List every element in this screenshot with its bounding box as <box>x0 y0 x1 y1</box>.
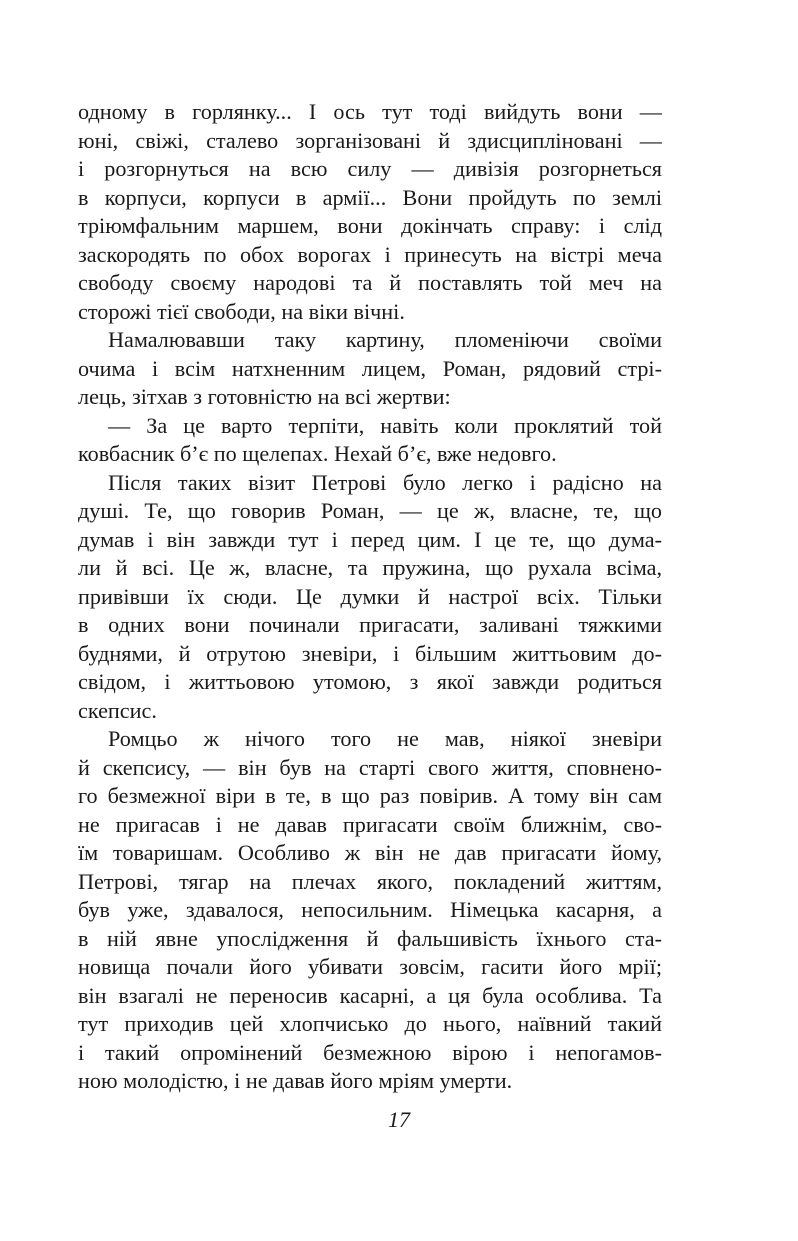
text-line: тут приходив цей хлопчисько до нього, наївний такий <box>78 1011 662 1036</box>
text-line: був уже, здавалося, непосильним. Німецька касарня, а <box>78 897 662 922</box>
text-line: і такий опромінений безмежною вірою і непогамов- <box>78 1039 662 1065</box>
text-line: ковбасник б’є по щелепах. Нехай б’є, вже недовго. <box>78 441 557 466</box>
text-line: Ромцьо ж нічого того не мав, ніякої зневіри <box>108 726 662 751</box>
paragraph <box>78 469 662 726</box>
text-line: го безмежної віри в те, в що раз повірив. А тому він сам <box>78 783 662 808</box>
text-line: одному в горлянку... І ось тут тоді вийдуть вони — <box>78 99 662 124</box>
text-line: юні, свіжі, сталево зорганізовані й здисципліновані — <box>78 127 662 153</box>
text-line: ли й всі. Це ж, власне, та пружина, що рухала всіма, <box>78 555 662 580</box>
text-line: — За це варто терпіти, навіть коли проклятий той <box>108 412 662 438</box>
text-line: він взагалі не переносив касарні, а ця була особлива. Та <box>78 982 662 1008</box>
text-line: і розгорнуться на всю силу — дивізія розгорнеться <box>78 156 662 181</box>
text-line: не пригасав і не давав пригасати своїм ближнім, сво- <box>78 811 662 837</box>
text-line: в корпуси, корпуси в армії... Вони пройдуть по землі <box>78 184 662 210</box>
text-line: тріюмфальним маршем, вони докінчать справу: і слід <box>78 213 662 238</box>
text-line: заскородять по обох ворогах і принесуть на вістрі меча <box>78 241 662 267</box>
text-line: ною молодістю, і не давав його мріям умерти. <box>78 1068 513 1093</box>
text-line: скепсис. <box>78 697 157 723</box>
text-line: в ній явне упослідження й фальшивість їхнього ста- <box>78 925 662 951</box>
text-line: їм товаришам. Особливо ж він не дав пригасати йому, <box>78 840 662 865</box>
text-line: Петрові, тягар на плечах якого, покладений життям, <box>78 868 662 894</box>
text-line: Після таких візит Петрові було легко і радісно на <box>108 469 662 495</box>
text-line: очима і всім натхненним лицем, Роман, рядовий стрі- <box>78 355 662 381</box>
text-line: Намалювавши таку картину, пломеніючи своїми <box>108 327 662 352</box>
text-line: свідом, і життьовою утомою, з якої завжди родиться <box>78 669 662 694</box>
text-line: новища почали його убивати зовсім, гасити його мрії; <box>78 954 662 979</box>
text-line: лець, зітхав з готовністю на всі жертви: <box>78 384 451 409</box>
page-number: 17 <box>388 1107 410 1132</box>
paragraph <box>78 98 662 326</box>
page-body <box>78 98 662 1096</box>
text-line: думав і він завжди тут і перед цим. І це те, що дума- <box>78 526 662 552</box>
text-line: й скепсису, — він був на старті свого життя, сповнено- <box>78 754 662 780</box>
paragraph <box>78 326 662 412</box>
paragraph <box>78 412 662 469</box>
text-line: в одних вони починали пригасати, заливані тяжкими <box>78 612 662 637</box>
paragraph <box>78 725 662 1096</box>
text-line: свободу своєму народові та й поставлять той меч на <box>78 270 662 295</box>
text-line: сторожі тієї свободи, на віки вічні. <box>78 298 405 324</box>
text-line: душі. Те, що говорив Роман, — це ж, власне, те, що <box>78 498 662 523</box>
text-line: буднями, й отрутою зневіри, і більшим життьовим до- <box>78 640 662 666</box>
text-line: привівши їх сюди. Це думки й настрої всіх. Тільки <box>78 583 662 609</box>
